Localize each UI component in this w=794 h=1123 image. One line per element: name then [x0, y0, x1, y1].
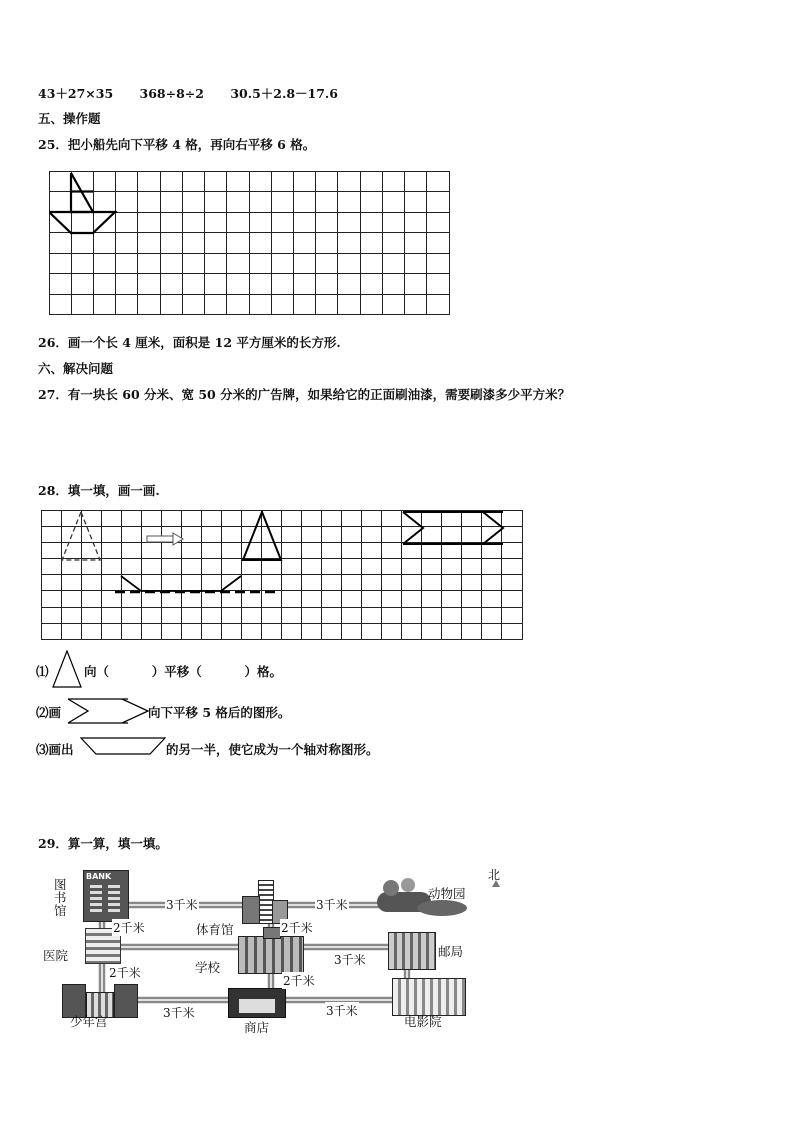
distance-hospital-youth: 2千米 — [109, 966, 141, 980]
bank-building-icon — [83, 870, 129, 922]
q25-text: 25．把小船先向下平移 4 格，再向右平移 6 格。 — [38, 137, 316, 152]
q28-sub3-num: ⑶画出 — [36, 742, 74, 757]
q28-sub3-text: 的另一半，使它成为一个轴对称图形。 — [166, 742, 379, 757]
q28-sub1-b: ）平移（ — [151, 664, 202, 679]
q28-sub1-num: ⑴ — [36, 664, 49, 679]
arrow-shape — [403, 512, 503, 544]
distance-school-post: 3千米 — [334, 953, 366, 967]
distance-gym-zoo: 3千米 — [316, 898, 348, 912]
sub1-triangle-icon — [52, 650, 82, 688]
north-arrow-icon — [492, 880, 500, 887]
label-school: 学校 — [195, 960, 221, 975]
q28-sub2-text: 向下平移 5 格后的图形。 — [148, 705, 291, 720]
distance-library-gym: 3千米 — [166, 898, 198, 912]
label-gym: 体育馆 — [196, 922, 234, 937]
q24-expression-1: 43＋27×35 — [38, 86, 114, 101]
section-6-title: 六、解决问题 — [38, 361, 114, 376]
q27-text: 27．有一块长 60 分米、宽 50 分米的广告牌，如果给它的正面刷油漆，需要刷漆多少平方米？ — [38, 387, 571, 402]
section-5-title: 五、操作题 — [38, 111, 101, 126]
distance-library-hospital: 2千米 — [113, 921, 145, 935]
distance-youth-shop: 3千米 — [163, 1006, 195, 1020]
label-hospital: 医院 — [43, 948, 69, 963]
bank-sign: BANK — [86, 872, 112, 881]
shop-building-icon — [228, 988, 286, 1018]
q28-sub1-c: ）格。 — [244, 664, 282, 679]
q24-expression-row — [38, 84, 338, 102]
distance-shop-cinema: 3千米 — [326, 1004, 358, 1018]
youth-palace-building-icon — [62, 978, 136, 1016]
q29-text: 29．算一算，填一填。 — [38, 836, 168, 851]
q28-sub2-num: ⑵画 — [36, 705, 62, 720]
north-label: 北 — [488, 868, 501, 882]
distance-school-shop: 2千米 — [283, 974, 315, 988]
cinema-building-icon — [392, 978, 466, 1016]
label-youth: 少年宫 — [70, 1014, 108, 1029]
distance-gym-school: 2千米 — [281, 921, 313, 935]
sub2-arrow-icon — [66, 698, 150, 724]
label-zoo: 动物园 — [428, 886, 466, 901]
q24-expression-2: 368÷8÷2 — [139, 86, 204, 101]
q29-map — [0, 860, 794, 1035]
q28-sub1-text — [84, 662, 282, 680]
sub3-trapezoid-icon — [80, 737, 166, 755]
q28-sub1 — [36, 662, 49, 680]
label-shop: 商店 — [244, 1020, 270, 1035]
label-cinema: 电影院 — [404, 1014, 442, 1029]
label-library: 图书馆 — [54, 877, 67, 918]
gym-building-icon — [238, 880, 288, 922]
q26-text: 26．画一个长 4 厘米，面积是 12 平方厘米的长方形. — [38, 335, 341, 350]
q24-expression-3: 30.5＋2.8－17.6 — [230, 86, 338, 101]
q25-grid[interactable] — [49, 171, 451, 317]
school-building-icon — [238, 936, 304, 974]
q28-sub1-a: 向（ — [84, 664, 110, 679]
label-post: 邮局 — [438, 944, 464, 959]
boat-shape — [49, 173, 115, 233]
post-office-building-icon — [388, 932, 436, 970]
q28-text: 28．填一填，画一画. — [38, 483, 160, 498]
q28-grid[interactable] — [41, 510, 525, 642]
arrow-right-icon — [147, 533, 183, 545]
